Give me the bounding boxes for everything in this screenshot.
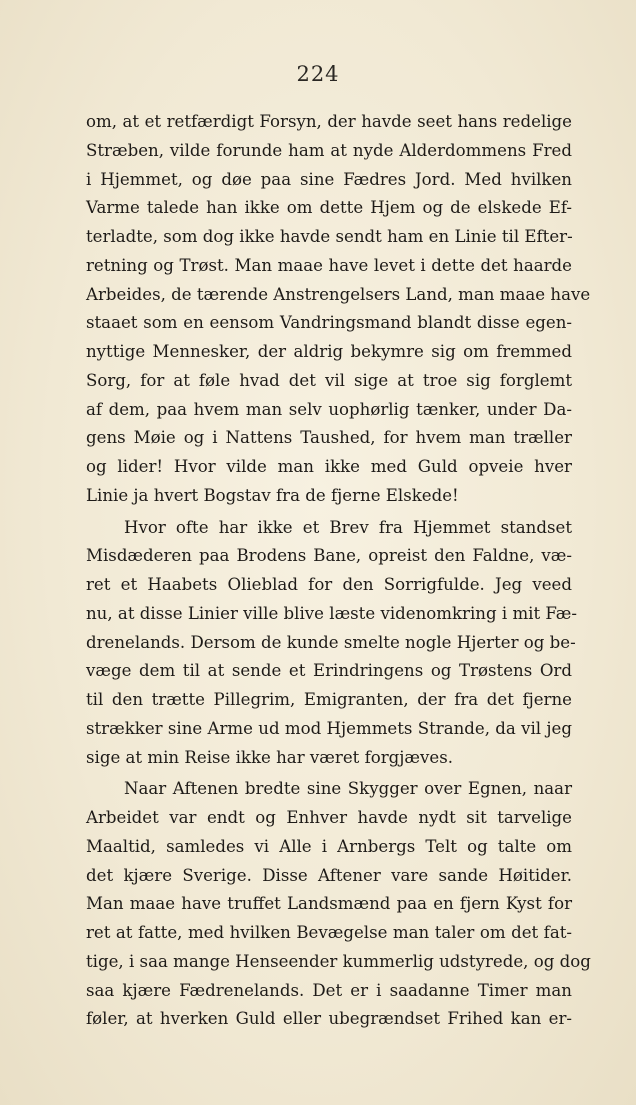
page-number: 224 xyxy=(296,62,340,86)
text-line: tige, i saa mange Henseender kummerlig udstyrede, og dog xyxy=(86,951,591,971)
text-line: gens Møie og i Nattens Taushed, for hvem man træller xyxy=(86,428,572,448)
text-line: terladte, som dog ikke havde sendt ham en Linie til Efter- xyxy=(86,227,573,246)
text-line: Linie ja hvert Bogstav fra de fjerne Elskede! xyxy=(86,485,459,505)
text-line: Naar Aftenen bredte sine Skygger over Egnen, naar xyxy=(124,779,572,799)
text-line: Stræben, vilde forunde ham at nyde Alderdommens Fred xyxy=(86,140,572,160)
text-line: føler, at hverken Guld eller ubegrændset Frihed kan er- xyxy=(86,1009,572,1029)
text-line: nu, at disse Linier ville blive læste videnomkring i mit Fæ- xyxy=(86,603,578,623)
text-line: Man maae have truffet Landsmænd paa en fjern Kyst for xyxy=(86,894,572,914)
text-line: Hvor ofte har ikke et Brev fra Hjemmet standset xyxy=(124,517,572,537)
text-line: Sorg, for at føle hvad det vil sige at troe sig forglemt xyxy=(86,370,572,390)
text-line: Misdæderen paa Brodens Bane, opreist den Faldne, væ- xyxy=(86,546,572,566)
body-text xyxy=(86,108,591,1034)
text-line: til den trætte Pillegrim, Emigranten, der fra det fjerne xyxy=(86,690,572,709)
text-line: saa kjære Fædrenelands. Det er i saadanne Timer man xyxy=(86,980,572,1000)
text-line: strækker sine Arme ud mod Hjemmets Strande, da vil jeg xyxy=(86,718,572,738)
text-line: staaet som en eensom Vandringsmand blandt disse egen- xyxy=(86,313,572,333)
text-line: ret at fatte, med hvilken Bevægelse man taler om det fat- xyxy=(86,923,572,942)
text-line: det kjære Sverige. Disse Aftener vare sande Høitider. xyxy=(86,865,572,885)
text-line: Arbeides, de tærende Anstrengelsers Land, man maae have xyxy=(86,284,591,304)
text-line: af dem, paa hvem man selv uophørlig tænker, under Da- xyxy=(86,399,572,419)
text-line: nyttige Mennesker, der aldrig bekymre sig om fremmed xyxy=(86,342,572,361)
text-line: i Hjemmet, og døe paa sine Fædres Jord. Med hvilken xyxy=(86,169,572,189)
text-line: drenelands. Dersom de kunde smelte nogle Hjerter og be- xyxy=(86,632,576,652)
text-line: retning og Trøst. Man maae have levet i dette det haarde xyxy=(86,255,572,275)
text-line: ret et Haabets Olieblad for den Sorrigfulde. Jeg veed xyxy=(86,575,572,594)
text-line: om, at et retfærdigt Forsyn, der havde seet hans redelige xyxy=(86,112,572,131)
text-line: og lider! Hvor vilde man ikke med Guld opveie hver xyxy=(86,457,572,476)
text-line: væge dem til at sende et Erindringens og Trøstens Ord xyxy=(86,661,572,681)
text-line: Arbeidet var endt og Enhver havde nydt sit tarvelige xyxy=(86,808,572,827)
text-line: sige at min Reise ikke har været forgjæves. xyxy=(86,747,453,767)
text-line: Maaltid, samledes vi Alle i Arnbergs Telt og talte om xyxy=(86,836,572,856)
text-line: Varme talede han ikke om dette Hjem og de elskede Ef- xyxy=(86,198,572,218)
